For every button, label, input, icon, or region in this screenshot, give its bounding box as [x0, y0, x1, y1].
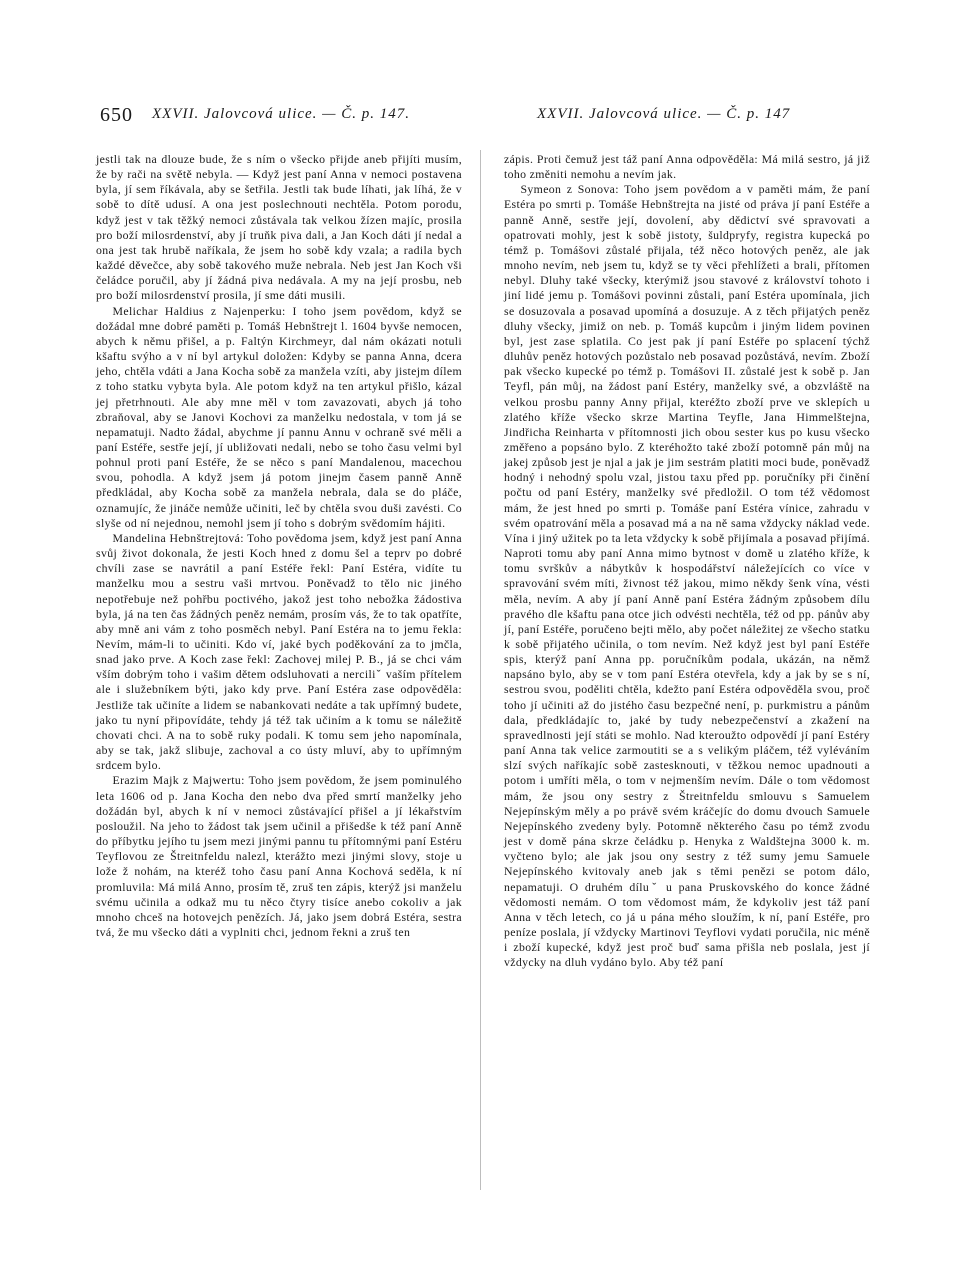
right-column — [504, 152, 870, 970]
paragraph: Symeon z Sonova: Toho jsem povědom a v paměti mám, že paní Estéra po smrti p. Tomáše Hebnštrejta na jisté od práva jí paní Estéře a panně Anně, sestře její, dovolení, aby dědictví své spravovati a opatrovati mohly, jest k sobě jistoty, šuldpryfy, registra kupecká po témž p. Tomášovi zůstalé přijala, též něco hotových peněz, ale jak mnoho nevím, neb jsem tu, když se ty věci přehlížeti a brali, přítomen nebyl. Dluhy také všecky, kterýmiž jsou stavové z království tohoto i jiní lidé jemu p. Tomášovi povinni zůstali, paní Estéra upomínala, jich se dosuzovala a posavad upomíná a dosuzuje. A z těch přijatých peněz dluhy všecky, jimiž on neb. p. Tomáš kupcům i jiným lidem povinen byl, jest zase splatila. Co jest pak jí paní Estéře po splacení týchž dluhův peněz hotových pozůstalo neb posavad pozůstává, nevím. Zboží pak všecko kupecké po témž p. Tomášovi II. zůstalé jest k sobě p. Jan Teyfl, pán můj, na žádost paní Estéry, manželky své, a obzvláště na velkou prosbu panny Anny přijal, kteréžto zboží prve ve sklepích u zlatého kříže všecko skrze Martina Teyfle, Jana Himmelštejna, Jindřicha Reinharta v přítomnosti jich obou sester kus po kusu všecko změřeno a popsáno bylo. Z kteréhožto také zboží potomně pán můj na jakej způsob jest je njal a jak je jim sestrám platiti moci bude, poněvadž hodný i nehodný spolu vzal, jistou taxu před pp. poručníky při činění počtu od paní Estéry, manželky své předložil. O tom též vědomost mám, že jest hned po smrti p. Tomáše paní Estéra vínice, zahradu v svém opatrování měla a posavad má a na ně sama vždycky náklad vede. Vína i jiný užitek po ta leta vždycky k sobě přijímala a posavad přijímá. Naproti tomu aby paní Anna mimo bytnost v domě u zlatého kříže, k tomu svrškův a nábytkův k hospodářství náležejících co více v spravování svém míti, živnost též jakou, mimo někdy šenk vína, vésti měla, nevím. A aby jí paní Anně paní Estéra žádným způsobem dílu pravého dle kšaftu pana otce jich odvésti nechtěla, též od pp. pánův aby jí, paní Estéře, poručeno bejti mělo, aby počet náležitej ze všecho statku k sobě přijatého učinila, o tom nevím. Než když jest byl paní Estéře spis, kterýž paní Anna pp. poručníkům podala, ukázán, na němž napsáno bylo, aby se v tom paní Estéra otevřela, kdy a jak by se s ní, sestrou svou, poděliti chtěla, kdežto paní Estéra odpověděla svou, proč toho jí učiniti až do jistého času bezpečné není, p. purkmistru a pánům dala, předkládajíc to, jaké by tudy nebezpečenství a zkažení na spravedlnosti její státi se mohlo. Nad kteroužto odpovědí jí paní Estéry paní Anna tak velice zarmoutiti se a s velikým pláčem, též vyléváním slzí svých naříkajíc sobě zastesknouti, v těžkou nemoc upadnouti a potom i umříti měla, o tom v nejmenším nevím. Dále o tom vědomost mám, že jsou ony sestry z Štreitnfeldu smlouvu s Samuelem Nejepínským měly a po právě svém kráčejíc do domu dvouch Samuele Nejepínského zvedeny byly. Potomně některého času po témž zvodu jest v domě pána skrze čeládku p. Henyka z Waldštejna 3000 k. m. vyčteno bylo; ale jak jsou ony sestry z též sumy jemu Samuele Nejepínského kvitovaly aneb jak s těmi penězi se potom dálo, nepamatuji. O druhém díluˇ u pana Pruskovského do konce žádné vědomosti nemám. O tom vědomost mám, že kdykoliv jest táž paní Anna v těch letech, co já u pána mého sloužím, k ní, paní Estéře, pro peníze poslala, jí vždycky Martinovi Teyflovi vydati poručila, nic méně i zboží kupecké, když jest proč buď sama přišla neb poslala, jest jí vždycky na dluh vydáno bylo. Aby též paní — [504, 182, 870, 970]
paragraph: jestli tak na dlouze bude, že s ním o všecko přijde aneb přijíti musím, že by rači na světě nebyla. — Když jest paní Anna v nemoci postavena byla, jí sem říkávala, aby se šetřila. Jestli tak bude líhati, jak líhá, že v sobě to dítě udusí. A ona jest poslechnouti nechtěla. Potom porodu, když jest v tak těžký nemoci zůstávala tak velkou žízen majíc, prosila pro boží milosrdenství, aby jí truňk piva dali, a Jan Koch dáti jí nedal a ona jest tak hrubě naříkala, že jsem ho sobě kdy vzala; a radila bych každé děvečce, aby sobě takového muže nebrala. Neb jest Jan Koch vši čeládce poručil, aby jí žádná piva nedávala. A my na její prosbu, neb pro boží milosrdenství prosila, jí sme dáti musili. — [96, 152, 462, 303]
paragraph: Mandelina Hebnštrejtová: Toho povědoma jsem, když jest paní Anna svůj život dokonala, že jesti Koch hned z domu šel a teprv po dobré chvíli zase se navrátil a paní Estéře řekl: Paní Estéra, vidíte tu manželku mou a sestru vaši mrtvou. Poněvadž to tělo nic jiného nepotřebuje než pohřbu poctivého, jakož jest toho nebožka žádostiva byla, já na ten čas žádných peněz nemám, prosím vás, že to tak opatříte, aby mně ani vám z toho posměch nebyl. Paní Estéra na to jemu řekla: Nevím, mám-li to učiniti. Kdo ví, jaké bych poděkování za to jmčla, snad jako prve. A Koch zase řekl: Zachovej milej P. B., já se chci vám vším dobrým toho i vašim dětem odsluhovati a nerciliˇ vaším přítelem ale i služebníkem býti, jako kdy prve. Paní Estéra zase odpověděla: Jestliže tak učiníte a lidem se nabankovati nedáte a tak upřímný budete, jako tu nyní připovídáte, tehdy já též tak učiním a k tomu se náležitě chovati chci. A na to sobě ruky podali. K tomu sem jeho napomínala, aby se tak, jakž slibuje, zachoval a co ústy mluví, aby to upřímným srdcem bylo. — [96, 530, 462, 773]
running-head-right: XXVII. Jalovcová ulice. — Č. p. 147 — [537, 106, 791, 122]
left-column — [96, 152, 462, 940]
column-divider — [480, 150, 481, 1190]
page-header — [100, 104, 860, 132]
paragraph: Melichar Haldius z Najenperku: I toho jsem povědom, když se dožádal mne dobré paměti p. Tomáš Hebnštrejt l. 1604 byvše nemocen, abych k němu přišel, a p. Faltýn Kirchmeyr, dal nám okázati notuli kšaftu svýho a v ní byl artykul doložen: Kdyby se panna Anna, dcera jeho, chtěla vdáti a Jana Kocha sobě za manžela vzíti, aby jistejm dílem z toho statku vybyta byla. Ale potom když na ten artykul přišlo, kázal jej přetrhnouti. Ale aby mne měl v tom zavazovati, abych já toho zbraňoval, aby se Janovi Kochovi za manželku nedostala, v tom já se nepamatuji. Nadto žádal, abychme jí pannu Annu v ochraně své měli a paní Estéře, sestře její, jí ubližovati nedali, nebo se toho času velmi byl pohnul proti paní Estéře, že se něco s paní Mandalenou, macechou svou, pohodla. A když jsem já potom jinejm časem panně Anně předkládal, aby Kocha sobě za manžela nebrala, dala se do pláče, oznamujíc, že jináče nemůže učiniti, leč by chtěla svou duši zavésti. Co slyše od ní nejednou, nemohl jsem jí toho s dobrým svědomím hájiti. — [96, 303, 462, 530]
paragraph: zápis. Proti čemuž jest táž paní Anna odpověděla: Má milá sestro, já již toho změniti nemohu a nevím jak. — [504, 152, 870, 182]
running-head-left: XXVII. Jalovcová ulice. — Č. p. 147. — [152, 106, 411, 122]
page-number: 650 — [100, 104, 133, 126]
paragraph: Erazim Majk z Majwertu: Toho jsem povědom, že jsem pominulého leta 1606 od p. Jana Kocha den nebo dva před smrtí manželky jeho dožádán byl, abych k ní v nemoci zůstávající přišel a jí lékařstvím posloužil. Na jeho to žádost tak jsem učinil a přišedše k též paní Anně do příbytku jejího tu jsem mezi jinými pannu tu přítomnými paní Estéru Teyflovou ze Štreitnfeldu nalezl, kterážto mezi jinými slovy, stoje u lože ž nohám, na kteréž toho času paní Anna Kochová seděla, k ní promluvila: Má milá Anno, prosím tě, zruš ten zápis, kterýž jsi manželu svému učinila a odkaž mu tu něco čtyry tisíce anebo cokoliv a jak mnoho chceš na hotovejch penězích. Já, jako jsem dobrá Estéra, sestra tvá, že mu všecko dáti a vyplniti chci, jednom řekni a zruš ten — [96, 773, 462, 939]
